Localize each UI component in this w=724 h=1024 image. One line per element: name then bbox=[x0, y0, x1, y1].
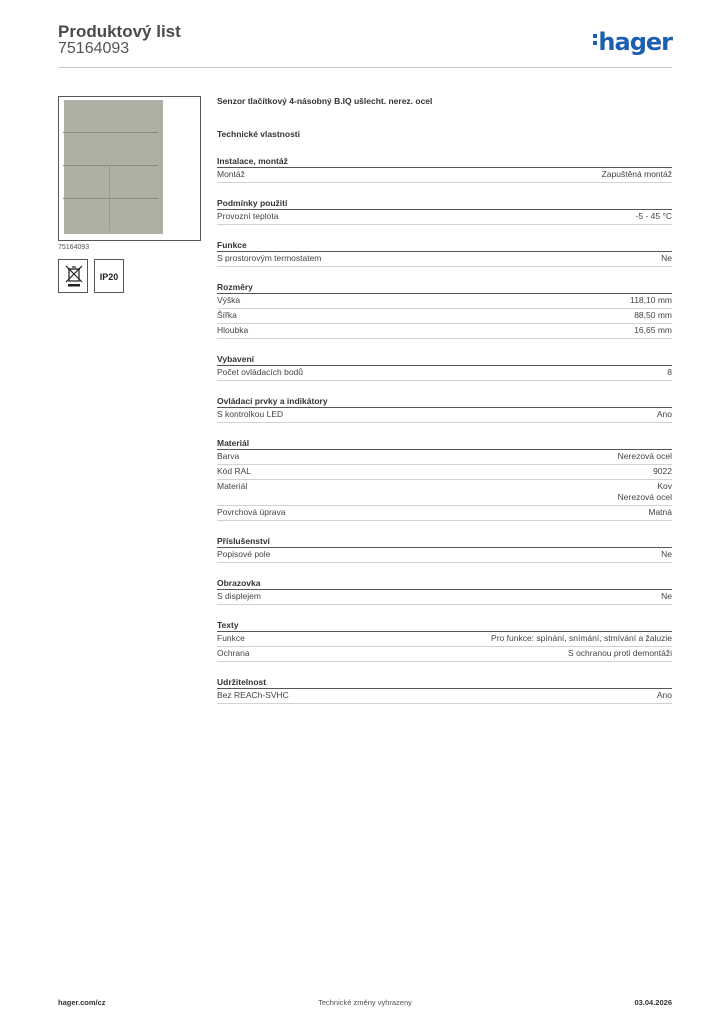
spec-row bbox=[217, 408, 672, 423]
article-number: 75164093 bbox=[58, 40, 130, 57]
spec-groups bbox=[217, 156, 672, 704]
spec-group-title: Příslušenství bbox=[217, 536, 672, 548]
spec-group-title: Vybavení bbox=[217, 354, 672, 366]
spec-group-title: Instalace, montáž bbox=[217, 156, 672, 168]
spec-group-title: Ovládací prvky a indikátory bbox=[217, 396, 672, 408]
spec-row bbox=[217, 309, 672, 324]
product-image bbox=[64, 100, 163, 234]
spec-value: Ne bbox=[661, 591, 672, 601]
spec-group bbox=[217, 282, 672, 339]
spec-row bbox=[217, 168, 672, 183]
spec-row bbox=[217, 647, 672, 662]
spec-value: 88,50 mm bbox=[634, 310, 672, 320]
spec-content bbox=[217, 96, 672, 704]
spec-group bbox=[217, 240, 672, 267]
spec-row bbox=[217, 210, 672, 225]
spec-label: Výška bbox=[217, 295, 241, 305]
spec-label: Popisové pole bbox=[217, 549, 271, 559]
spec-value: Zapuštěná montáž bbox=[601, 169, 672, 179]
spec-row bbox=[217, 548, 672, 563]
spec-group bbox=[217, 578, 672, 605]
spec-value: Kov Nerezová ocel bbox=[617, 481, 672, 502]
spec-value: -5 - 45 °C bbox=[635, 211, 672, 221]
logo-colon-icon bbox=[593, 31, 597, 48]
crossed-out-bin-icon bbox=[65, 265, 83, 287]
spec-label: Funkce bbox=[217, 633, 245, 643]
spec-row bbox=[217, 480, 672, 506]
spec-group bbox=[217, 438, 672, 521]
spec-value: Ano bbox=[656, 409, 672, 419]
spec-group bbox=[217, 677, 672, 704]
spec-value: 16,65 mm bbox=[634, 325, 672, 335]
footer-notice: Technické změny vyhrazeny bbox=[318, 998, 412, 1007]
spec-group-title: Podmínky použití bbox=[217, 198, 672, 210]
spec-value: Matná bbox=[648, 507, 672, 517]
spec-row bbox=[217, 294, 672, 309]
rocker-line bbox=[63, 132, 158, 133]
spec-group bbox=[217, 156, 672, 183]
spec-value: 118,10 mm bbox=[630, 295, 672, 305]
footer-website: hager.com/cz bbox=[58, 998, 106, 1007]
spec-label: Kód RAL bbox=[217, 466, 252, 476]
spec-label: Počet ovládacích bodů bbox=[217, 367, 304, 377]
spec-label: Provozní teplota bbox=[217, 211, 279, 221]
product-name: Senzor tlačítkový 4-násobný B.IQ ušlecht. nerez. ocel bbox=[217, 96, 433, 106]
spec-value: 8 bbox=[667, 367, 672, 377]
spec-row bbox=[217, 689, 672, 704]
spec-group bbox=[217, 396, 672, 423]
spec-label: Hloubka bbox=[217, 325, 249, 335]
ip-rating-label: IP20 bbox=[99, 272, 119, 282]
logo-text: hager bbox=[598, 28, 672, 56]
spec-row bbox=[217, 465, 672, 480]
spec-label: Ochrana bbox=[217, 648, 250, 658]
spec-label: Barva bbox=[217, 451, 240, 461]
spec-value: Ne bbox=[661, 253, 672, 263]
spec-label: Povrchová úprava bbox=[217, 507, 286, 517]
spec-row bbox=[217, 324, 672, 339]
footer-date: 03.04.2026 bbox=[634, 998, 672, 1007]
spec-label: Bez REACh-SVHC bbox=[217, 690, 289, 700]
page-header bbox=[58, 20, 672, 68]
spec-value: Nerezová ocel bbox=[617, 451, 672, 461]
product-image-frame bbox=[58, 96, 201, 241]
spec-value: S ochranou proti demontáži bbox=[568, 648, 672, 658]
page-title: Produktový list bbox=[58, 22, 181, 41]
spec-group-title: Udržitelnost bbox=[217, 677, 672, 689]
spec-group bbox=[217, 620, 672, 662]
spec-row bbox=[217, 590, 672, 605]
spec-value: 9022 bbox=[653, 466, 672, 476]
spec-group bbox=[217, 198, 672, 225]
spec-row bbox=[217, 450, 672, 465]
spec-label: Šířka bbox=[217, 310, 237, 320]
spec-label: Montáž bbox=[217, 169, 245, 179]
spec-value: Ne bbox=[661, 549, 672, 559]
ip-rating-badge bbox=[94, 259, 124, 293]
spec-group-title: Rozměry bbox=[217, 282, 672, 294]
spec-label: S prostorovým termostatem bbox=[217, 253, 322, 263]
spec-row bbox=[217, 506, 672, 521]
rocker-split bbox=[109, 166, 110, 198]
spec-row bbox=[217, 632, 672, 647]
image-caption: 75164093 bbox=[58, 244, 90, 251]
spec-value: Pro funkce: spínání, snímání, stmívání a žaluzie bbox=[491, 633, 672, 643]
spec-group-title: Funkce bbox=[217, 240, 672, 252]
spec-group-title: Obrazovka bbox=[217, 578, 672, 590]
spec-section-title: Technické vlastnosti bbox=[217, 129, 300, 139]
spec-group bbox=[217, 536, 672, 563]
spec-group-title: Materiál bbox=[217, 438, 672, 450]
spec-label: S kontrolkou LED bbox=[217, 409, 284, 419]
spec-group bbox=[217, 354, 672, 381]
spec-group-title: Texty bbox=[217, 620, 672, 632]
spec-label: Materiál bbox=[217, 481, 248, 491]
hager-logo bbox=[593, 28, 672, 56]
spec-value: Ano bbox=[656, 690, 672, 700]
rocker-split bbox=[109, 199, 110, 231]
rocker-line bbox=[63, 165, 158, 166]
spec-row bbox=[217, 366, 672, 381]
weee-badge bbox=[58, 259, 88, 293]
rocker-line bbox=[63, 198, 158, 199]
spec-label: S displejem bbox=[217, 591, 261, 601]
spec-row bbox=[217, 252, 672, 267]
